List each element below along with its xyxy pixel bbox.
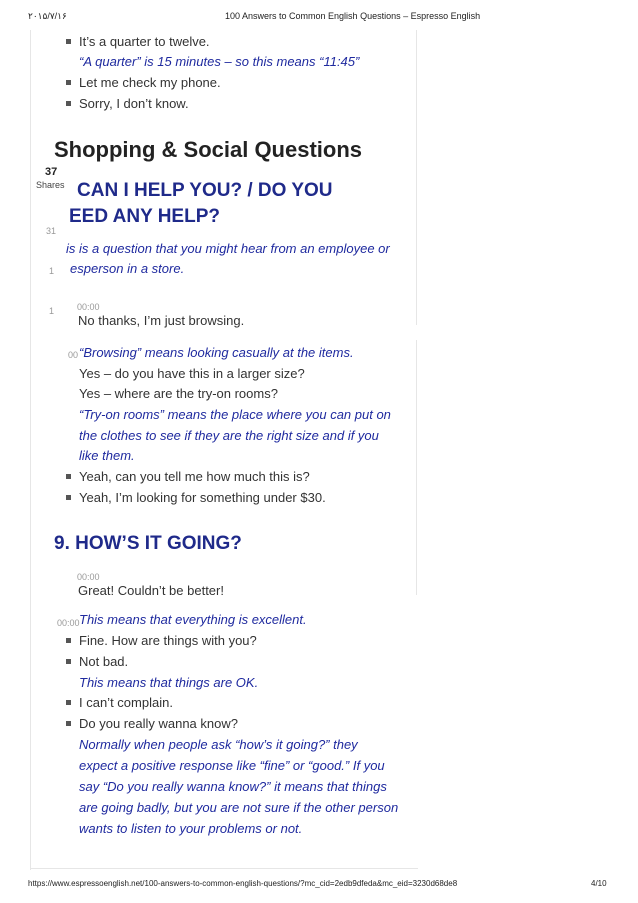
list-item: It’s a quarter to twelve.: [79, 32, 210, 52]
note-text: This means that things are OK.: [79, 675, 259, 690]
share-count: 37: [45, 166, 58, 178]
question-title-cont: EED ANY HELP?: [69, 206, 220, 227]
note-text: Normally when people ask “how’s it going?” they: [79, 737, 358, 752]
clipped-line-wrap: [74, 313, 374, 331]
note-text: like them.: [79, 448, 135, 463]
note-text: the clothes to see if they are the right size and if you: [79, 428, 379, 443]
note-text: “Try-on rooms” means the place where you can put on: [79, 407, 391, 422]
frame-right-mid: [416, 340, 417, 595]
note-text: are going badly, but you are not sure if the other person: [79, 800, 399, 815]
frame-left: [30, 30, 31, 870]
note-text: This means that everything is excellent.: [79, 612, 307, 627]
list-item: Sorry, I don’t know.: [79, 94, 189, 114]
list-item: Not bad.: [79, 652, 128, 672]
share-count-facebook: 31: [46, 226, 57, 236]
list-item: Let me check my phone.: [79, 73, 221, 93]
list-item: Fine. How are things with you?: [79, 631, 257, 651]
share-count-other: 1: [49, 306, 55, 316]
audio-time[interactable]: 00:00: [57, 618, 80, 628]
question-title: CAN I HELP YOU? / DO YOU: [77, 180, 333, 201]
note-text: wants to listen to your problems or not.: [79, 821, 303, 836]
frame-right-top: [416, 30, 417, 325]
intro-text-cont: esperson in a store.: [70, 261, 185, 276]
audio-time[interactable]: 00:00: [77, 572, 100, 582]
clipped-answer: No thanks, I’m just browsing.: [78, 313, 245, 328]
print-title: 100 Answers to Common English Questions – Espresso English: [225, 11, 481, 21]
intro-text: is is a question that you might hear from an employee or: [66, 241, 390, 256]
print-date: ۲۰۱۵/۷/۱۶: [28, 11, 67, 21]
section-heading: Shopping & Social Questions: [54, 137, 363, 162]
frame-bottom: [30, 868, 418, 869]
answer-text: Yes – where are the try-on rooms?: [79, 386, 278, 401]
list-item: Do you really wanna know?: [79, 714, 238, 734]
note-text: “A quarter” is 15 minutes – so this means “11:45”: [79, 54, 360, 69]
list-item: I can’t complain.: [79, 693, 173, 713]
clipped-answer: Great! Couldn’t be better!: [78, 583, 224, 598]
question-title: 9. HOW’S IT GOING?: [54, 533, 242, 554]
answer-text: Yes – do you have this in a larger size?: [79, 366, 305, 381]
list-item: Yeah, I’m looking for something under $30.: [79, 488, 326, 508]
page-number: 4/10: [591, 879, 607, 888]
audio-time[interactable]: 00: [68, 350, 79, 360]
note-text: “Browsing” means looking casually at the items.: [79, 345, 354, 360]
share-count-twitter: 1: [49, 266, 55, 276]
share-label[interactable]: Shares: [36, 180, 65, 190]
note-text: expect a positive response like “fine” or “good.” If you: [79, 758, 385, 773]
audio-time[interactable]: 00:00: [77, 302, 100, 312]
note-text: say “Do you really wanna know?” it means that things: [79, 779, 387, 794]
footer-url[interactable]: https://www.espressoenglish.net/100-answers-to-common-english-questions/?mc_cid=2edb9dfeda&mc_eid=3230d68de8: [28, 879, 458, 888]
list-item: Yeah, can you tell me how much this is?: [79, 467, 310, 487]
clipped-line-wrap: [74, 583, 374, 601]
